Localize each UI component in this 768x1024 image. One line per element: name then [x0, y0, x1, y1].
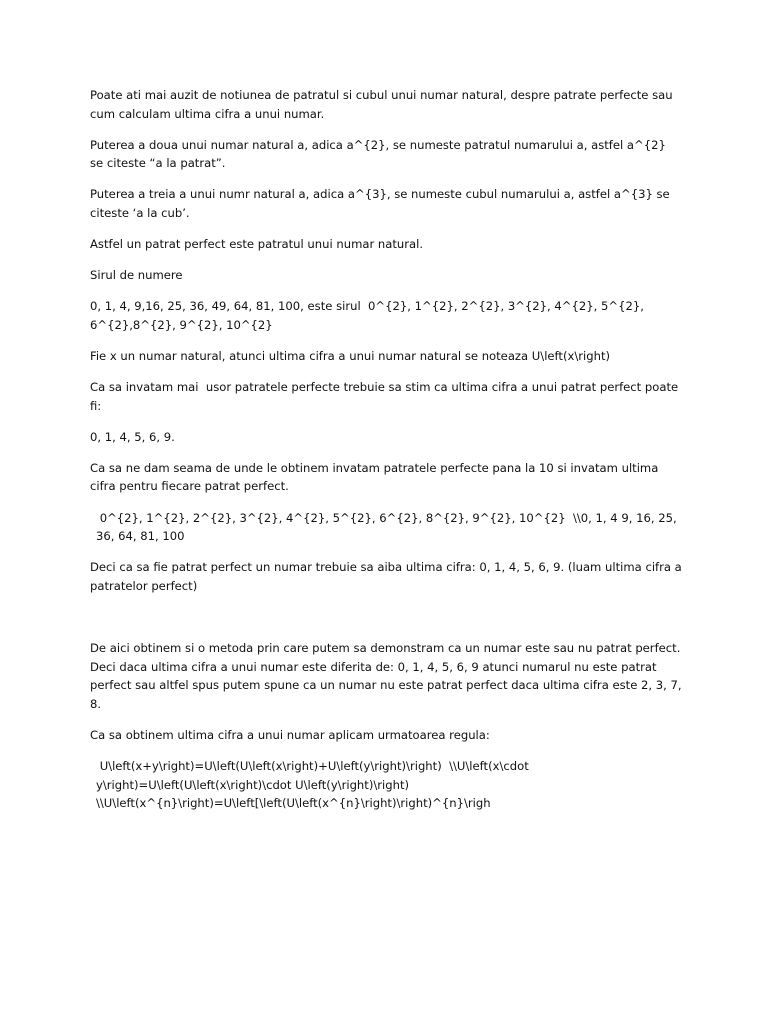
paragraph-squares-formula: 0^{2}, 1^{2}, 2^{2}, 3^{2}, 4^{2}, 5^{2}, 6^{2}, 8^{2}, 9^{2}, 10^{2} \\0, 1, 4 9, 16, 25, 36, 64, 81, 100	[96, 510, 681, 544]
paragraph-last-digit-notation: Fie x un numar natural, atunci ultima cifra a unui numar natural se noteaza U\left(x\right)	[90, 348, 611, 363]
paragraph-cube-definition: Puterea a treia a unui numr natural a, adica a^{3}, se numeste cubul numarului a, astfel a^{3} se citeste ‘a la cub’.	[90, 187, 674, 220]
paragraph-last-digit-list: 0, 1, 4, 5, 6, 9.	[90, 429, 175, 444]
paragraph-learn-squares: Ca sa ne dam seama de unde le obtinem invatam patratele perfecte pana la 10 si invatam ultima cifra pentru fiecare patrat perfect.	[90, 460, 663, 494]
paragraph-square-definition: Puterea a doua unui numar natural a, adica a^{2}, se numeste patratul numarului a, astfel a^{2} se citeste “a la patrat”.	[90, 137, 670, 171]
paragraph-number-sequence-heading: Sirul de numere	[90, 268, 183, 283]
paragraph-perfect-square: Astfel un patrat perfect este patratul unui numar natural.	[90, 237, 424, 252]
paragraph-rule-formula: U\left(x+y\right)=U\left(U\left(x\right)+U\left(y\right)\right) \\U\left(x\cdot y\right)=U\left(U\left(x\right)\cdot U\left(y\right)\right) \\U\left(x^{n}\right)=U\left[\left(U\left(x^{n}\right)\right)^{n}\righ	[96, 758, 533, 811]
paragraph-rule-intro: Ca sa obtinem ultima cifra a unui numar aplicam urmatoarea regula:	[90, 727, 490, 742]
paragraph-number-sequence: 0, 1, 4, 9,16, 25, 36, 49, 64, 81, 100, este sirul 0^{2}, 1^{2}, 2^{2}, 3^{2}, 4^{2}, 5^{2}, 6^{2},8^{2}, 9^{2}, 10^{2}	[90, 299, 648, 332]
paragraph-last-digit-intro: Ca sa invatam mai usor patratele perfecte trebuie sa stim ca ultima cifra a unui patrat perfect poate fi:	[90, 380, 682, 413]
paragraph-empty	[90, 608, 682, 627]
paragraph-method: De aici obtinem si o metoda prin care putem sa demonstram ca un numar este sau nu patrat perfect. Deci daca ultima cifra a unui numar este diferita de: 0, 1, 4, 5, 6, 9 atunci numarul nu este patrat perfect sau altfel spus putem spune ca un numar nu este patrat perfect daca ultima cifra este 2, 3, 7, 8.	[90, 640, 686, 711]
paragraph-perfect-square-rule: Deci ca sa fie patrat perfect un numar trebuie sa aiba ultima cifra: 0, 1, 4, 5, 6, 9. (luam ultima cifra a patratelor perfect)	[90, 560, 686, 593]
document-body	[90, 86, 686, 825]
paragraph-intro: Poate ati mai auzit de notiunea de patratul si cubul unui numar natural, despre patrate perfecte sau cum calculam ultima cifra a unui numar.	[90, 88, 677, 121]
